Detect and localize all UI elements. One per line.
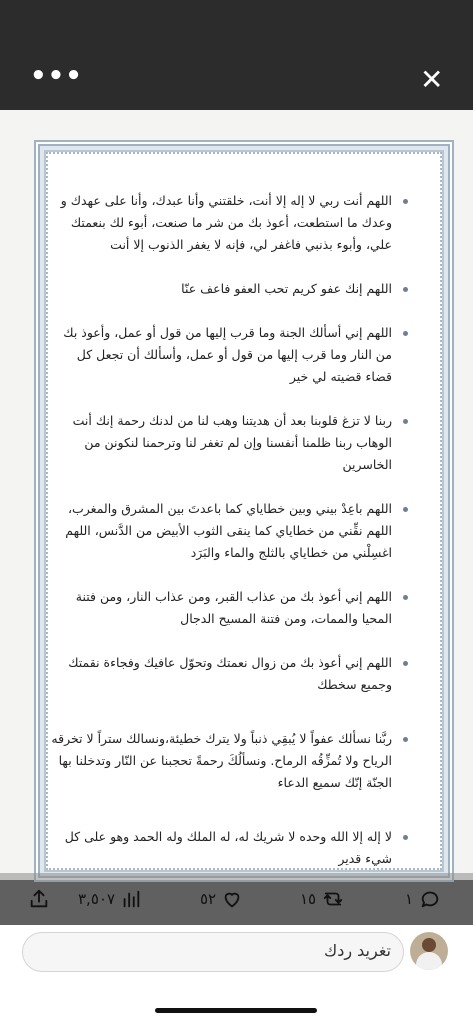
avatar-body: [416, 952, 442, 970]
views-count: ٣,٥٠٧: [78, 889, 115, 908]
list-item: اللهم إني أعوذ بك من زوال نعمتك وتحوّل عافيك وفجاءة نقمتك وجميع سخطك: [50, 652, 410, 696]
likes-count: ٥٢: [200, 889, 217, 908]
retweet-icon: [321, 888, 345, 910]
share-button[interactable]: [28, 886, 50, 910]
list-item: ربَّنا نسألك عفواً لا يُبقِي ذنباً ولا يترك خطيئة،ونسالك ستراً لا تخرقه الرياح ولا تُمزِّقُه الرماح. ونسألُكَ رحمةً تحجبنا عن النّار وتدخلنا بها الجنّة إنّك سميع الدعاء: [50, 728, 410, 794]
list-item: اللهم إنك عفو كريم تحب العفو فاعف عنّا: [50, 278, 410, 300]
close-icon[interactable]: ✕: [420, 63, 444, 96]
dua-list: [50, 190, 410, 870]
reply-placeholder: تغريد ردك: [324, 941, 391, 960]
like-icon: [221, 888, 243, 910]
share-icon: [28, 888, 50, 910]
list-item: ربنا لا تزغ قلوبنا بعد أن هديتنا وهب لنا من لدنك رحمة إنك أنت الوهاب ربنا ظلمنا أنفسنا وإن لم تغفر لنا وترحمنا لنكونن من الخاسرين: [50, 410, 410, 476]
views-icon: [120, 888, 142, 910]
list-item: اللهم إني أعوذ بك من عذاب القبر، ومن عذاب النار، ومن فتنة المحيا والممات، ومن فتنة المسيح الدجال: [50, 586, 410, 630]
more-dots-icon[interactable]: •••: [30, 61, 83, 91]
reply-input[interactable]: [22, 932, 404, 972]
avatar[interactable]: [410, 932, 448, 970]
retweets-count: ١٥: [300, 889, 317, 908]
reply-button[interactable]: [405, 886, 442, 910]
list-item: لا إله إلا الله وحده لا شريك له، له الملك وله الحمد وهو على كل شيء قدير: [50, 826, 410, 870]
list-item: اللهم أنت ربي لا إله إلا أنت، خلقتني وأنا عبدك، وأنا على عهدك و وعدك ما استطعت، أعوذ بك من شر ما صنعت، أبوء لك بنعمتك علي، وأبوء بذنبي فاغفر لي، فإنه لا يغفر الذنوب إلا أنت: [50, 190, 410, 256]
list-item: اللهم إني أسألك الجنة وما قرب إليها من قول أو عمل، وأعوذ بك من النار وما قرب إليها من قول أو عمل، وأسألك أن تجعل كل قضاء قضيته لي خير: [50, 322, 410, 388]
top-bar: [0, 0, 473, 110]
tweet-action-bar: [0, 873, 473, 925]
list-item: اللهم باعِدْ بيني وبين خطاياي كما باعدتَ بين المشرق والمغرب، اللهم نقِّني من خطاياي كما ينقى الثوب الأبيض من الدَّنس، اللهم اغسِلْني من خطاياي بالثلج والماء والبَرَد: [50, 498, 410, 564]
retweet-button[interactable]: [300, 886, 345, 910]
replies-count: ١: [405, 889, 414, 908]
avatar-head: [422, 938, 436, 952]
reply-icon: [418, 888, 442, 910]
like-button[interactable]: [200, 886, 243, 910]
home-indicator: [155, 1008, 317, 1013]
views-button[interactable]: [78, 886, 142, 910]
